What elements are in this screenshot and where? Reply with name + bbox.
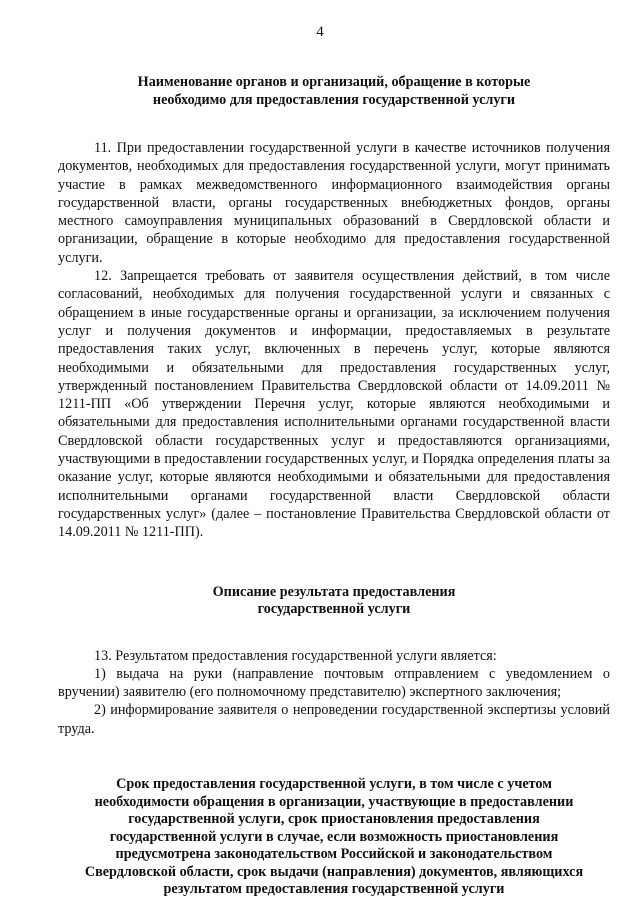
heading-line: результатом предоставления государственной услуги	[163, 881, 505, 898]
page-number: 4	[316, 24, 324, 40]
heading-line: Наименование органов и организаций, обращение в которые	[137, 74, 531, 90]
heading-line: необходимости обращения в организации, участвующие в предоставлении	[94, 793, 574, 810]
heading-line: государственной услуги, срок приостановления предоставления	[128, 811, 540, 828]
paragraph-13-item-1: 1) выдача на руки (направление почтовым отправлением с уведомлением о вручении) заявителю (его полномочному представителю) экспертного заключения;	[58, 665, 610, 701]
heading-line: государственной услуги	[257, 601, 411, 618]
paragraph-13: 13. Результатом предоставления государственной услуги является:	[94, 647, 497, 664]
paragraph-12: 12. Запрещается требовать от заявителя осуществления действий, в том числе согласований, необходимых для получения государственной услуги и связанных с обращением в иные государственные органы и организации, за исключением получения услуг и получения документов и информации, предоставляемых в результате предоставления таких услуг, включенных в перечень услуг, которые являются необходимыми и обязательными для предоставления государственных услуг, утвержденный постановлением Правительства Свердловской области от 14.09.2011 № 1211-ПП «Об утверждении Перечня услуг, которые являются необходимыми и обязательными для предоставления исполнительными органами государственной власти Свердловской области государственных услуг и предоставляются организациями, участвующими в предоставлении государственных услуг, и Порядка определения платы за оказание услуг, которые являются необходимыми и обязательными для предоставления исполнительными органами государственной власти Свердловской области государственных услуг» (далее – постановление Правительства Свердловской области от 14.09.2011 № 1211-ПП).	[58, 268, 610, 541]
heading-line: Свердловской области, срок выдачи (направления) документов, являющихся	[84, 863, 584, 880]
heading-line: Срок предоставления государственной услуги, в том числе с учетом	[116, 776, 552, 793]
heading-line: необходимо для предоставления государственной услуги	[152, 91, 516, 108]
heading-line: государственной услуги в случае, если возможность приостановления	[109, 828, 559, 845]
section-heading-deadlines	[58, 776, 610, 899]
heading-line: Описание результата предоставления	[212, 583, 456, 600]
paragraph-13-item-2: 2) информирование заявителя о непроведении государственной экспертизы условий труда.	[58, 702, 610, 737]
section-heading-result	[58, 584, 610, 619]
document-body	[58, 74, 610, 899]
paragraph-11: 11. При предоставлении государственной услуги в качестве источников получения документов, необходимых для предоставления государственной услуги, могут принимать участие в рамках межведомственного информационного взаимодействия органы государственной власти, органы государственных внебюджетных фондов, органы местного самоуправления муниципальных образований в Свердловской области и организации, обращение в которые необходимо для предоставления государственной услуги.	[58, 140, 610, 266]
section-heading-organizations	[58, 74, 610, 109]
heading-line: предусмотрена законодательством Российской и законодательством	[115, 846, 553, 863]
